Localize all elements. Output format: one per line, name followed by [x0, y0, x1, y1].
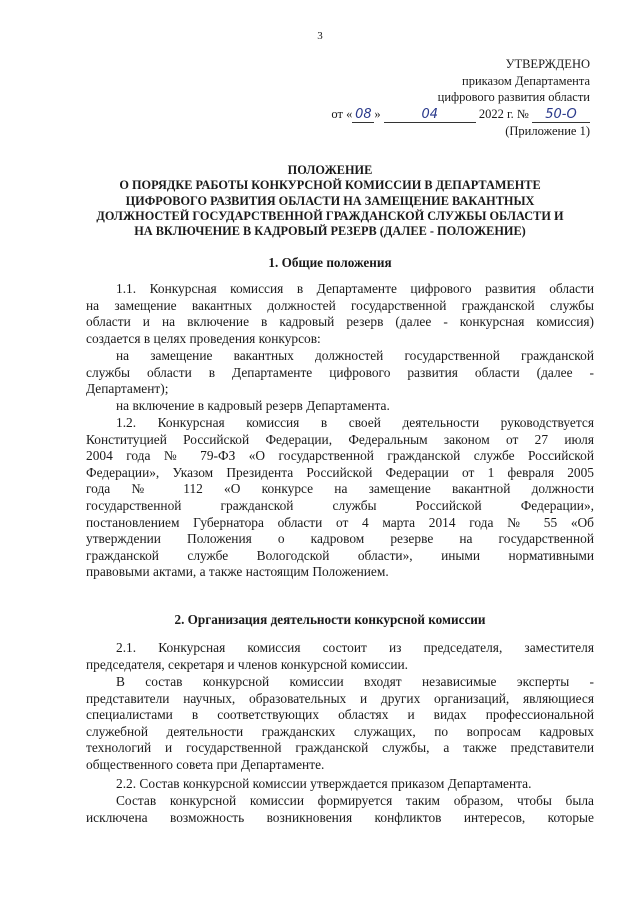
title-line: О ПОРЯДКЕ РАБОТЫ КОНКУРСНОЙ КОМИССИИ В ДЕПАРТАМЕНТЕ — [119, 178, 541, 193]
text-line: 2.1. Конкурсная комиссия состоит из председателя, заместителя — [116, 640, 594, 655]
title-line: НА ВКЛЮЧЕНИЕ В КАДРОВЫЙ РЕЗЕРВ (ДАЛЕЕ - ПОЛОЖЕНИЕ) — [134, 224, 526, 239]
text-line: председателя, секретаря и членов конкурсной комиссии. — [86, 656, 409, 672]
text-line: на замещение вакантных должностей государственной гражданской службы — [86, 297, 594, 313]
order-number-handwritten: 50-О — [532, 108, 590, 123]
text-line: Департамент); — [86, 381, 169, 397]
paragraph-1-1-a — [86, 348, 594, 398]
title-line: ЦИФРОВОГО РАЗВИТИЯ ОБЛАСТИ НА ЗАМЕЩЕНИЕ ВАКАНТНЫХ — [125, 193, 535, 208]
text-line: Федерации», Указом Президента Российской Федерации от 1 февраля 2005 — [86, 464, 594, 480]
paragraph-2-1 — [86, 640, 594, 673]
paragraph-1-1-b — [86, 398, 594, 415]
title-line: ДОЛЖНОСТЕЙ ГОСУДАРСТВЕННОЙ ГРАЖДАНСКОЙ СЛУЖБЫ ОБЛАСТИ И — [96, 208, 564, 223]
paragraph-1-1 — [86, 281, 594, 347]
order-month-handwritten: 04 — [384, 108, 476, 123]
text-line: правовыми актами, а также настоящим Положением. — [86, 564, 389, 580]
text-line: на включение в кадровый резерв Департамента. — [116, 398, 390, 413]
text-line: 2.2. Состав конкурсной комиссии утверждается приказом Департамента. — [116, 776, 532, 791]
order-day-handwritten: 08 — [352, 108, 374, 123]
paragraph-2-2-a — [86, 793, 594, 826]
approval-by-order: приказом Департамента — [462, 73, 590, 88]
order-year-number-label: 2022 г. № — [478, 106, 529, 121]
text-line: гражданской службе Вологодской области», иными нормативными — [86, 547, 594, 563]
text-line: утверждении Положения о кадровом резерве на государственной — [86, 531, 594, 547]
text-line: года № 112 «О конкурсе на замещение вакантной должности — [86, 481, 594, 497]
section-heading-organization: 2. Организация деятельности конкурсной комиссии — [174, 612, 486, 627]
text-line: службы области в Департаменте цифрового развития области (далее - — [86, 364, 594, 380]
section-heading-general: 1. Общие положения — [268, 255, 392, 270]
approval-order-line — [330, 106, 590, 123]
text-line: области и на включение в кадровый резерв (далее - конкурсная комиссия) — [86, 314, 594, 330]
text-line: 2004 года № 79-ФЗ «О государственной гражданской службе Российской — [86, 448, 594, 464]
text-line: В состав конкурсной комиссии входят независимые эксперты - — [116, 674, 594, 689]
approval-heading: УТВЕРЖДЕНО — [505, 57, 590, 71]
text-line: 1.1. Конкурсная комиссия в Департаменте цифрового развития области — [116, 281, 594, 296]
approval-department: цифрового развития области — [437, 90, 590, 104]
order-date-close: » — [374, 106, 381, 121]
text-line: общественного совета при Департаменте. — [86, 756, 325, 772]
text-line: создается в целях проведения конкурсов: — [86, 330, 321, 346]
paragraph-1-2 — [86, 415, 594, 581]
text-line: представители научных, образовательных и других организаций, являющиеся — [86, 690, 594, 706]
document-title — [60, 163, 600, 239]
paragraph-2-2 — [86, 776, 594, 793]
text-line: специалистами в соответствующих областях и видах профессиональной — [86, 707, 594, 723]
text-line: исключена возможность возникновения конфликтов интересов, которые — [86, 809, 594, 825]
order-date-prefix: от « — [331, 106, 353, 121]
text-line: государственной гражданской службы Российской Федерации», — [86, 497, 594, 513]
text-line: Конституцией Российской Федерации, Федеральным законом от 27 июля — [86, 431, 594, 447]
paragraph-2-1-a — [86, 674, 594, 774]
approval-appendix: (Приложение 1) — [505, 123, 590, 138]
page-number: 3 — [317, 30, 323, 42]
title-line: ПОЛОЖЕНИЕ — [287, 163, 373, 177]
text-line: 1.2. Конкурсная комиссия в своей деятельности руководствуется — [116, 415, 594, 430]
approval-block — [330, 56, 590, 139]
text-line: на замещение вакантных должностей государственной гражданской — [116, 348, 594, 363]
text-line: постановлением Губернатора области от 4 марта 2014 года № 55 «Об — [86, 514, 594, 530]
text-line: служебной деятельности гражданских служащих, по вопросам кадровых — [86, 723, 594, 739]
text-line: Состав конкурсной комиссии формируется таким образом, чтобы была — [116, 793, 594, 808]
text-line: технологий и государственной гражданской службы, а также представители — [86, 740, 594, 756]
